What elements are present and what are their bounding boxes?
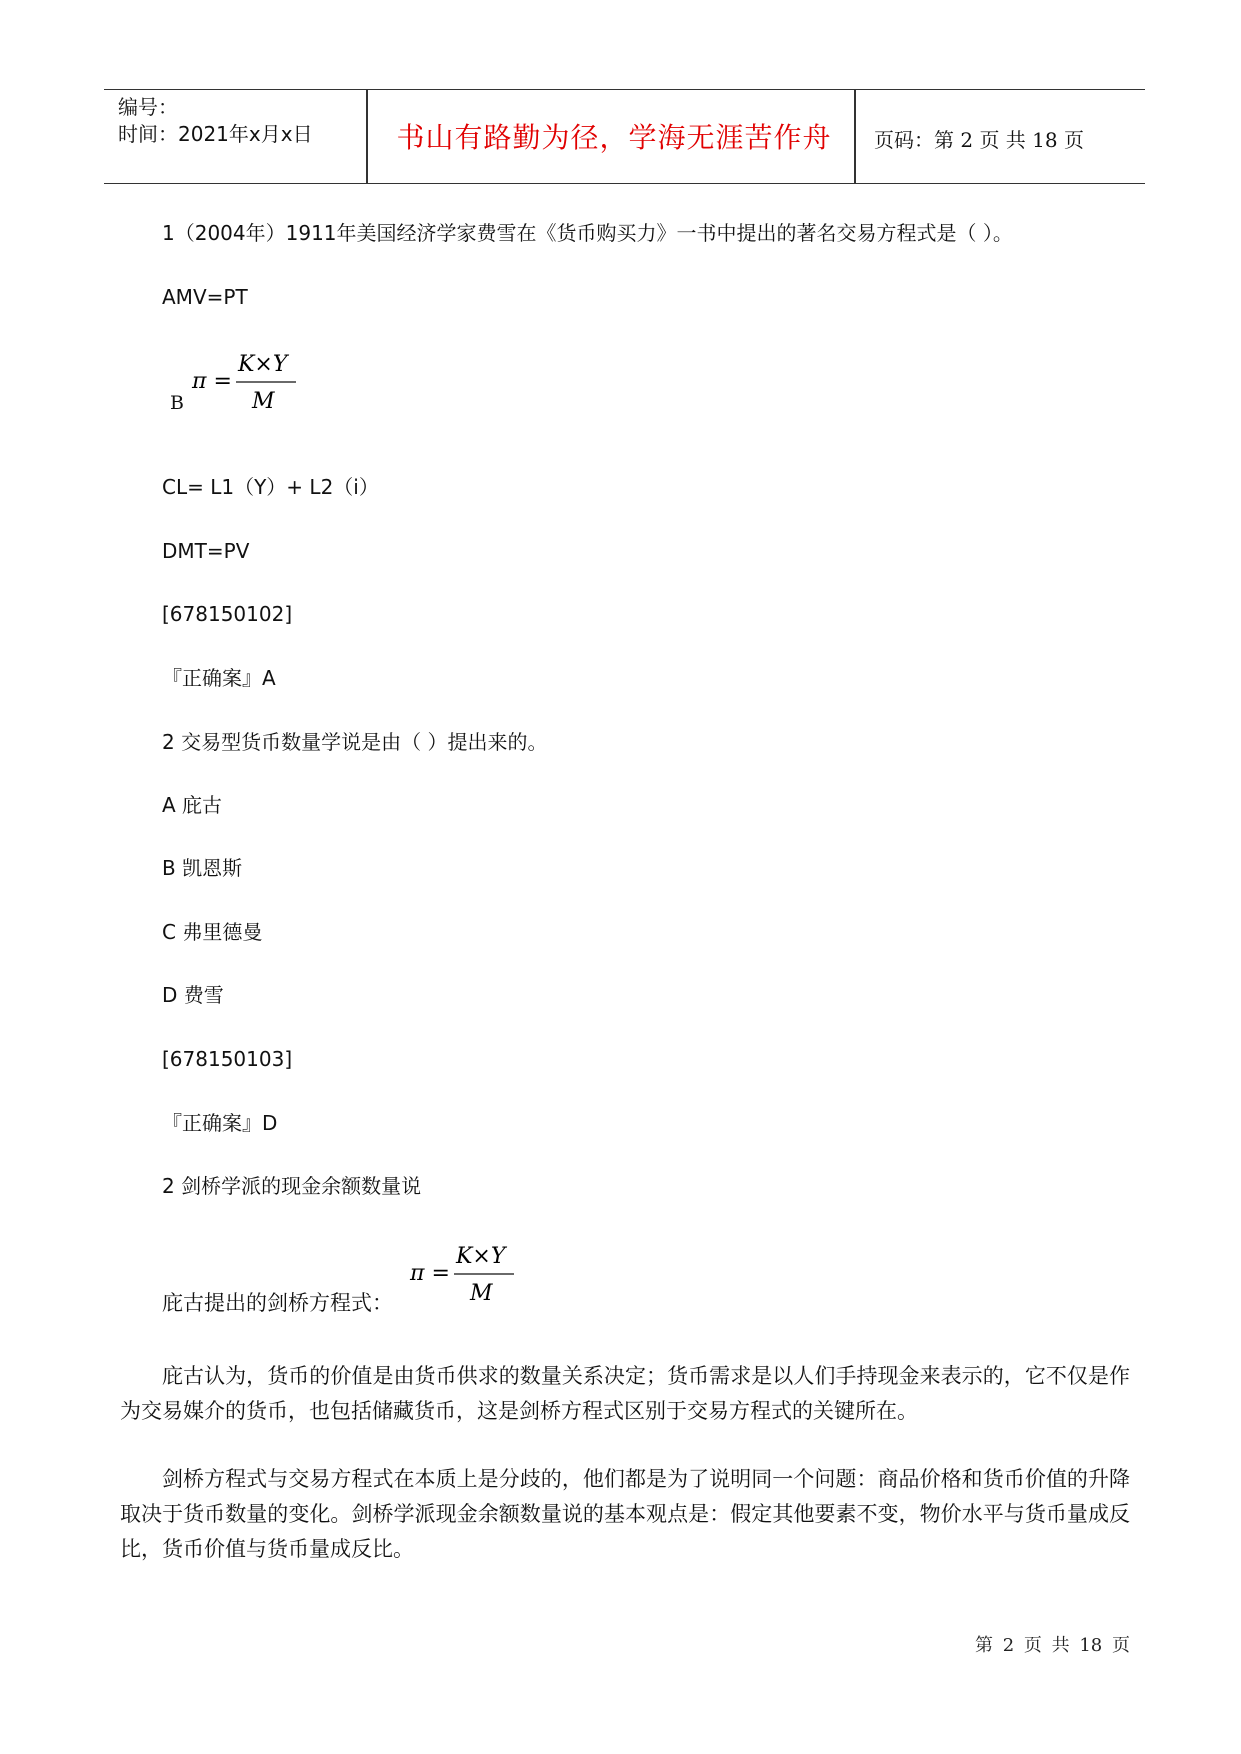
- formula-numerator: K×Y: [238, 352, 288, 377]
- option-a: A 庇古: [162, 793, 223, 817]
- formula-denominator: M: [470, 1281, 493, 1306]
- formula-lhs: π =: [192, 369, 232, 394]
- header-motto: 书山有路勤为径，学海无涯苦作舟: [396, 121, 832, 154]
- question-1-id: [678150102]: [162, 602, 293, 626]
- time-label: 时间：2021年x月x日: [118, 122, 313, 146]
- formula-numerator: K×Y: [456, 1244, 506, 1269]
- question-1-answer: 『正确案』A: [162, 666, 276, 690]
- question-2-id: [678150103]: [162, 1047, 293, 1071]
- option-d: DMT=PV: [162, 539, 250, 563]
- pigou-formula: [406, 1240, 526, 1310]
- question-2-text: 2 交易型货币数量学说是由（ ）提出来的。: [162, 730, 548, 754]
- option-c: C 弗里德曼: [162, 920, 263, 944]
- formula-lhs: π =: [410, 1261, 450, 1286]
- pigou-equation-label: 庇古提出的剑桥方程式：: [162, 1291, 393, 1315]
- paragraph-1: 庇古认为，货币的价值是由货币供求的数量关系决定；货币需求是以人们手持现金来表示的，它不仅是作为交易媒介的货币，也包括储藏货币，这是剑桥方程式区别于交易方程式的关键所在。: [120, 1364, 1130, 1423]
- formula-denominator: M: [252, 389, 275, 414]
- number-label: 编号：: [118, 95, 178, 119]
- option-d: D 费雪: [162, 983, 224, 1007]
- page-footer: 第 2 页 共 18 页: [975, 1635, 1130, 1656]
- question-2-answer: 『正确案』D: [162, 1111, 278, 1135]
- header-meta: [118, 94, 313, 148]
- formula-b: [188, 348, 308, 418]
- option-b: B 凯恩斯: [162, 856, 243, 880]
- question-1-text: 1（2004年）1911年美国经济学家费雪在《货币购买力》一书中提出的著名交易方程式是（ ）。: [162, 221, 1013, 245]
- header-divider: [366, 90, 368, 183]
- page-header: [104, 89, 1145, 184]
- option-b-label: B: [170, 392, 184, 414]
- paragraph-2: 剑桥方程式与交易方程式在本质上是分歧的，他们都是为了说明同一个问题：商品价格和货币价值的升降取决于货币数量的变化。剑桥学派现金余额数量说的基本观点是：假定其他要素不变，物价水平与货币量成反比，货币价值与货币量成反比。: [120, 1467, 1130, 1561]
- option-a: AMV=PT: [162, 285, 248, 309]
- header-page-info: 页码：第 2 页 共 18 页: [874, 128, 1084, 152]
- section-title: 2 剑桥学派的现金余额数量说: [162, 1174, 422, 1198]
- option-c: CL= L1（Y）+ L2（i）: [162, 475, 379, 499]
